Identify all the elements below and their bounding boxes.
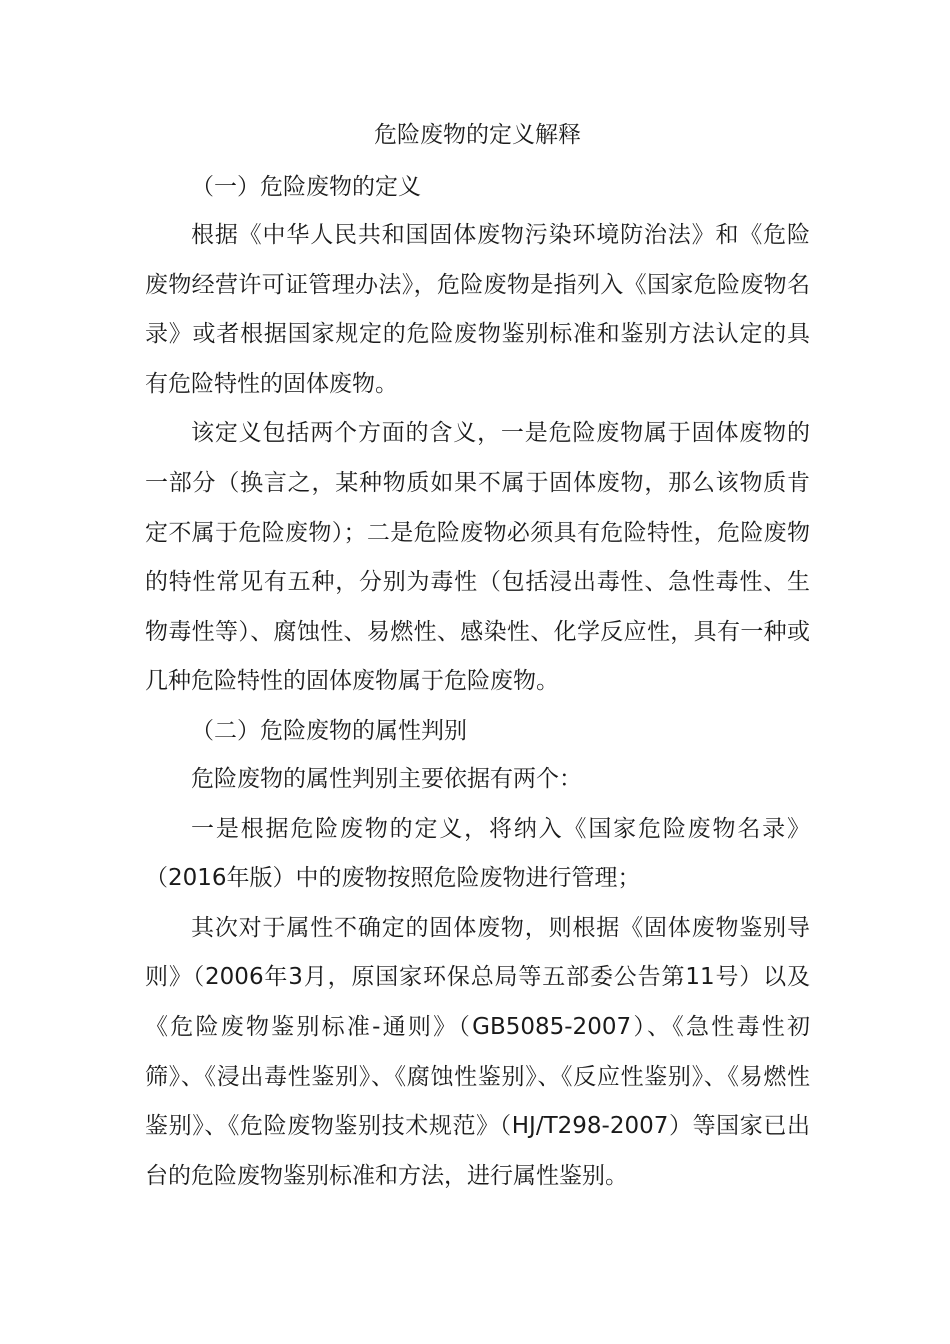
section-heading-definition: （一）危险废物的定义 [191, 174, 421, 200]
paragraph-judgment-basis: 危险废物的属性判别主要依据有两个： [191, 765, 582, 792]
section-heading-attribute-judgment: （二）危险废物的属性判别 [191, 717, 467, 744]
document-title: 危险废物的定义解释 [374, 122, 581, 148]
paragraph-judgment-first: 一是根据危险废物的定义，将纳入《国家危险废物名录》（2016年版）中的废物按照危险废物进行管理； [145, 815, 810, 892]
paragraph-definition: 根据《中华人民共和国固体废物污染环境防治法》和《危险废物经营许可证管理办法》，危险废物是指列入《国家危险废物名录》或者根据国家规定的危险废物鉴别标准和鉴别方法认定的具有危险特性的固体废物。 [145, 222, 810, 397]
paragraph-judgment-second: 其次对于属性不确定的固体废物，则根据《固体废物鉴别导则》（2006年3月，原国家环保总局等五部委公告第11号）以及《危险废物鉴别标准-通则》（GB5085-2007）、《急性毒性初筛》、《浸出毒性鉴别》、《腐蚀性鉴别》、《反应性鉴别》、《易燃性鉴别》、《危险废物鉴别技术规范》（HJ/T298-2007）等国家已出台的危险废物鉴别标准和方法，进行属性鉴别。 [145, 914, 810, 1189]
paragraph-definition-meaning: 该定义包括两个方面的含义，一是危险废物属于固体废物的一部分（换言之，某种物质如果不属于固体废物，那么该物质肯定不属于危险废物）；二是危险废物必须具有危险特性，危险废物的特性常见有五种，分别为毒性（包括浸出毒性、急性毒性、生物毒性等）、腐蚀性、易燃性、感染性、化学反应性，具有一种或几种危险特性的固体废物属于危险废物。 [145, 420, 810, 695]
document-body [145, 112, 810, 1201]
